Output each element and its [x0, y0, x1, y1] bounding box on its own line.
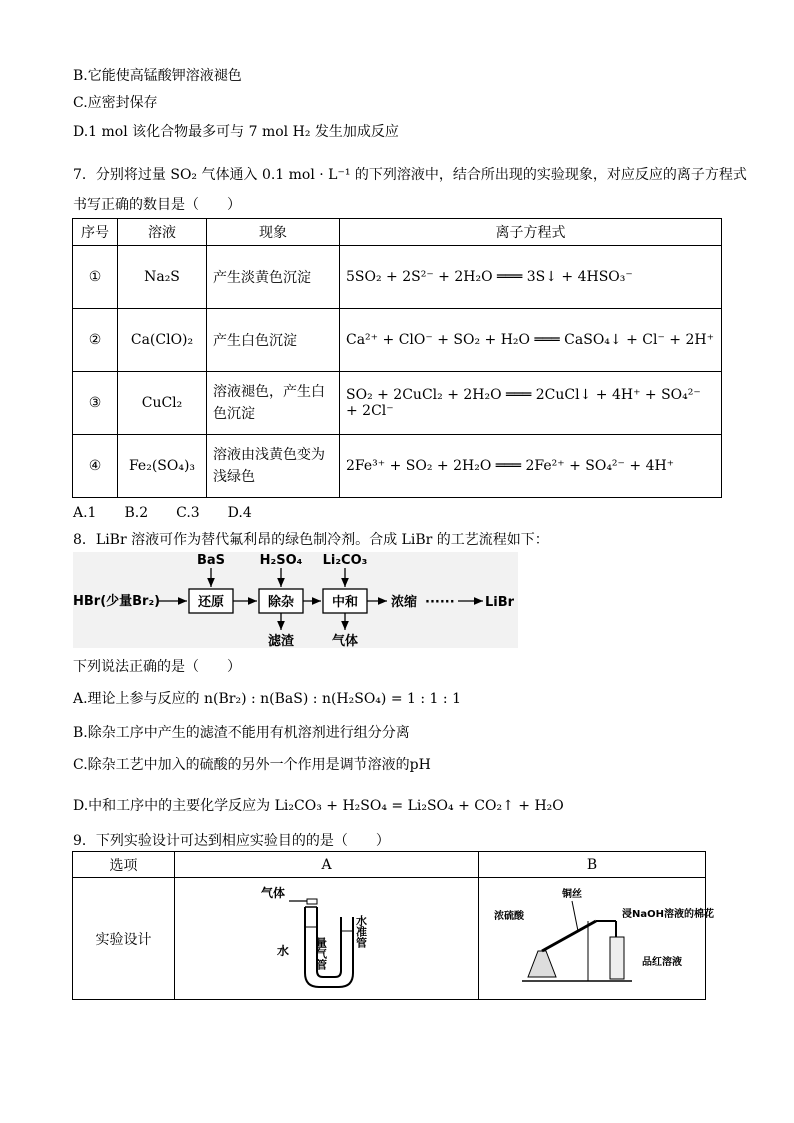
q8-stem: 8．LiBr 溶液可作为替代氟利昂的绿色制冷剂。合成 LiBr 的工艺流程如下：: [73, 532, 549, 548]
flow-start: HBr(少量Br₂): [73, 594, 161, 609]
u-tube: [305, 907, 353, 987]
header-a: A: [175, 852, 479, 878]
q7-table: [72, 218, 722, 498]
row-no: ①: [73, 246, 118, 309]
q7-options: A.1 B.2 C.3 D.4: [73, 505, 252, 521]
q7-stem: 7．分别将过量 SO₂ 气体通入 0.1 mol · L⁻¹ 的下列溶液中，结合所出现的实验现象，对应反应的离子方程式: [73, 167, 747, 183]
row-equation: 5SO₂ + 2S²⁻ + 2H₂O ═══ 3S↓ + 4HSO₃⁻: [340, 246, 722, 309]
table-row: [73, 878, 706, 1000]
q6-option-d: D.1 mol 该化合物最多可与 7 mol H₂ 发生加成反应: [73, 124, 399, 140]
row-solution: Ca(ClO)₂: [118, 309, 207, 372]
q6-option-c: C.应密封保存: [73, 95, 158, 111]
label-level-tube: 水准管: [354, 914, 367, 948]
q6-option-b: B.它能使高锰酸钾溶液褪色: [73, 68, 242, 84]
reagent-bas: BaS: [196, 553, 226, 568]
row-no: ④: [73, 435, 118, 498]
box-purify-label: 除杂: [267, 595, 295, 610]
header-option: 选项: [73, 852, 175, 878]
row-equation: Ca²⁺ + ClO⁻ + SO₂ + H₂O ═══ CaSO₄↓ + Cl⁻ + 2H⁺: [340, 309, 722, 372]
table-row: [73, 372, 722, 435]
inlet-connector: [307, 899, 317, 904]
test-tube: [610, 937, 624, 979]
label-copper-wire: 铜丝: [562, 888, 582, 900]
table-row: [73, 435, 722, 498]
row-phenomenon: 产生淡黄色沉淀: [207, 246, 340, 309]
row-phenomenon: 溶液褪色，产生白色沉淀: [207, 372, 340, 435]
label-gas: 气体: [260, 885, 285, 900]
q8-ask: 下列说法正确的是（ ）: [73, 659, 241, 675]
copper-wire: [572, 901, 578, 931]
table-row: [73, 309, 722, 372]
q8-option-d: D.中和工序中的主要化学反应为 Li₂CO₃ + H₂SO₄ = Li₂SO₄ + CO₂↑ + H₂O: [73, 798, 564, 814]
flow-concentrate: 浓缩: [391, 595, 418, 610]
row-equation: SO₂ + 2CuCl₂ + 2H₂O ═══ 2CuCl↓ + 4H⁺ + SO₄²⁻ + 2Cl⁻: [340, 372, 722, 435]
label-water: 水: [276, 943, 289, 958]
q8-option-b: B.除杂工序中产生的滤渣不能用有机溶剂进行组分分离: [73, 725, 410, 741]
output-residue: 滤渣: [267, 634, 295, 649]
figure-a-cell: [175, 878, 479, 1000]
q8-process-flow: [73, 552, 518, 648]
box-neutralize-label: 中和: [331, 595, 359, 610]
q8-option-c: C.除杂工艺中加入的硫酸的另外一个作用是调节溶液的pH: [73, 757, 431, 773]
row-solution: Fe₂(SO₄)₃: [118, 435, 207, 498]
row-phenomenon: 产生白色沉淀: [207, 309, 340, 372]
q9-stem: 9．下列实验设计可达到相应实验目的的是（ ）: [73, 833, 390, 849]
figure-b-cell: [479, 878, 714, 1000]
q9-table-header: [73, 852, 706, 878]
row-label: 实验设计: [73, 878, 175, 1000]
header-no: 序号: [73, 219, 118, 246]
reagent-h2so4: H₂SO₄: [259, 553, 303, 568]
box-reduce-label: 还原: [197, 595, 225, 610]
flow-end: LiBr: [485, 595, 515, 610]
row-no: ②: [73, 309, 118, 372]
reagent-li2co3: Li₂CO₃: [322, 553, 368, 568]
row-solution: CuCl₂: [118, 372, 207, 435]
row-no: ③: [73, 372, 118, 435]
flow-diagram: [73, 552, 518, 648]
flow-dots: ······: [425, 595, 455, 610]
header-b: B: [479, 852, 706, 878]
sulfuric-acid-apparatus: [492, 881, 714, 993]
row-equation: 2Fe³⁺ + SO₂ + 2H₂O ═══ 2Fe²⁺ + SO₄²⁻ + 4H⁺: [340, 435, 722, 498]
flask: [528, 951, 556, 977]
label-cotton: 浸NaOH溶液的棉花: [622, 908, 714, 920]
gas-measure-apparatus: [257, 881, 397, 993]
q9-table: [72, 851, 714, 1000]
q8-option-a: A.理论上参与反应的 n(Br₂) : n(BaS) : n(H₂SO₄) = 1 : 1 : 1: [73, 691, 461, 707]
q7-table-header: [73, 219, 722, 246]
q7-stem-cont: 书写正确的数目是（ ）: [73, 197, 241, 213]
label-conc-acid: 浓硫酸: [494, 910, 524, 922]
row-phenomenon: 溶液由浅黄色变为浅绿色: [207, 435, 340, 498]
header-equation: 离子方程式: [340, 219, 722, 246]
header-solution: 溶液: [118, 219, 207, 246]
row-solution: Na₂S: [118, 246, 207, 309]
table-row: [73, 246, 722, 309]
label-measure-tube: 量气管: [314, 936, 327, 970]
header-phenomenon: 现象: [207, 219, 340, 246]
output-gas: 气体: [331, 634, 359, 649]
label-magenta: 品红溶液: [642, 956, 682, 968]
